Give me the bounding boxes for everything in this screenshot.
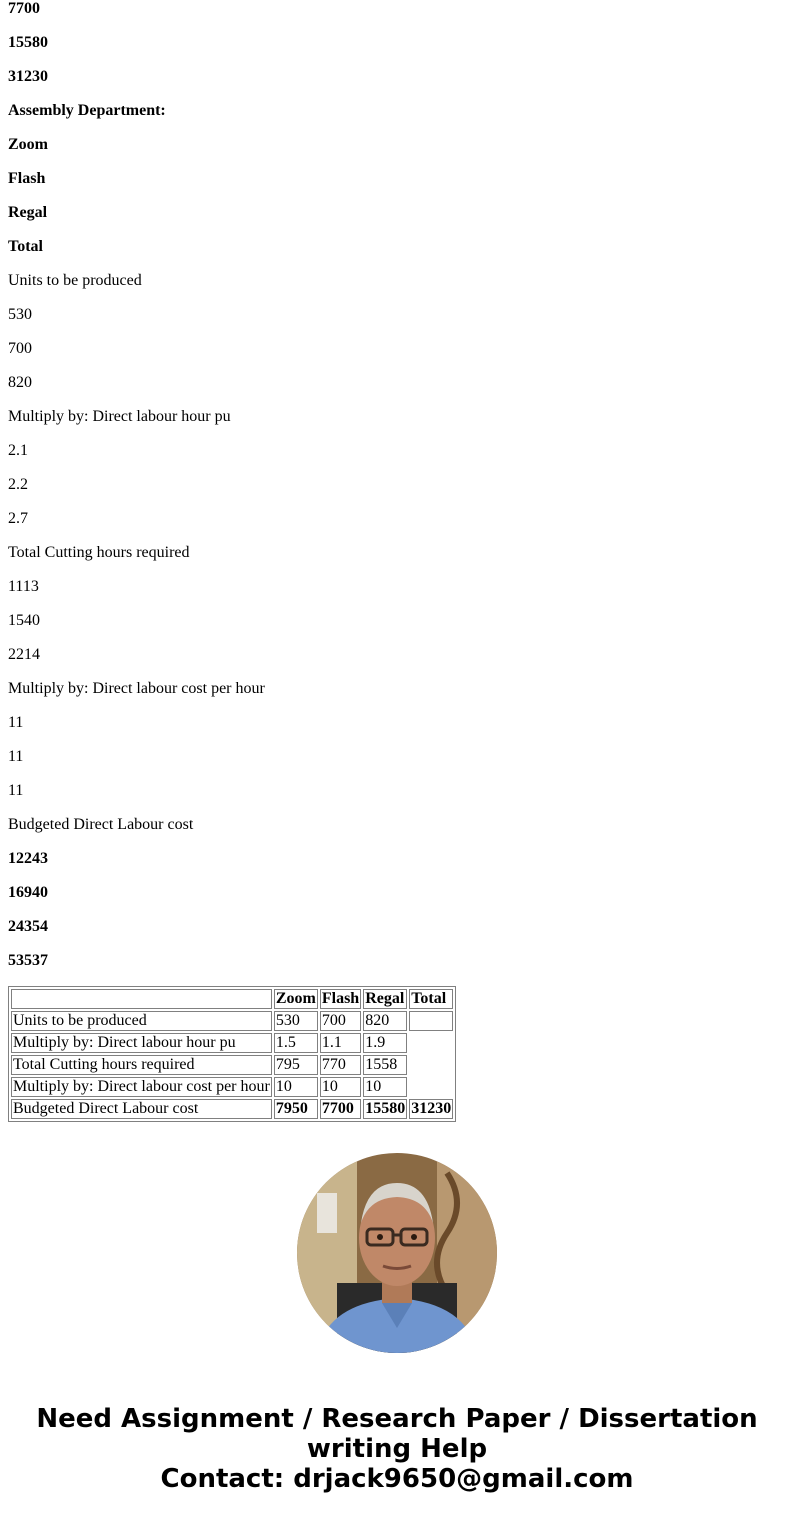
text-line: 24354 bbox=[8, 918, 48, 935]
text-line: Budgeted Direct Labour cost bbox=[8, 816, 194, 833]
text-line: Regal bbox=[8, 204, 48, 221]
author-avatar bbox=[297, 1153, 497, 1353]
avatar-portrait-image bbox=[297, 1153, 497, 1353]
text-line: 15580 bbox=[8, 34, 48, 51]
text-line: Units to be produced bbox=[8, 272, 142, 289]
cell-blank bbox=[409, 1055, 453, 1075]
footer-contact-line: Contact: drjack9650@gmail.com bbox=[160, 1464, 634, 1494]
text-line: Multiply by: Direct labour hour pu bbox=[8, 408, 231, 425]
table-row-total bbox=[11, 1099, 453, 1119]
table-row bbox=[11, 1033, 453, 1053]
cell-flash: 1.1 bbox=[320, 1033, 361, 1053]
text-line: 1540 bbox=[8, 612, 40, 629]
text-line: Zoom bbox=[8, 136, 48, 153]
cell-zoom: 7950 bbox=[274, 1099, 318, 1119]
text-line: 31230 bbox=[8, 68, 48, 85]
cell-total: 31230 bbox=[411, 1100, 452, 1117]
cell-blank bbox=[409, 1077, 453, 1097]
text-line: 1113 bbox=[8, 578, 39, 595]
cell-blank bbox=[409, 1033, 453, 1053]
text-line: 2.2 bbox=[8, 476, 28, 493]
text-line: 2.7 bbox=[8, 510, 28, 527]
text-line: 2214 bbox=[8, 646, 40, 663]
header-cell-flash: Flash bbox=[321, 990, 360, 1007]
text-line: 11 bbox=[8, 748, 24, 765]
budget-table bbox=[8, 986, 456, 1122]
row-label: Total Cutting hours required bbox=[11, 1055, 272, 1075]
footer-line-1: Need Assignment / Research Paper / Dissertation bbox=[36, 1404, 758, 1434]
table-row bbox=[11, 1055, 453, 1075]
text-line: Total bbox=[8, 238, 43, 255]
row-label: Units to be produced bbox=[11, 1011, 272, 1031]
cell-flash: 700 bbox=[320, 1011, 361, 1031]
text-line: 11 bbox=[8, 714, 24, 731]
cell-total-empty bbox=[409, 1011, 453, 1031]
header-cell-empty bbox=[11, 989, 272, 1009]
text-line: 11 bbox=[8, 782, 24, 799]
header-cell-total: Total bbox=[409, 989, 453, 1009]
cell-flash: 7700 bbox=[320, 1099, 361, 1119]
cell-regal: 820 bbox=[363, 1011, 407, 1031]
cell-regal: 1.9 bbox=[363, 1033, 407, 1053]
text-line: 820 bbox=[8, 374, 32, 391]
row-label: Multiply by: Direct labour cost per hour bbox=[13, 1078, 270, 1095]
budget-table-wrapper bbox=[8, 986, 786, 1122]
cell-regal: 10 bbox=[363, 1077, 407, 1097]
cell-zoom: 795 bbox=[274, 1055, 318, 1075]
text-line: 16940 bbox=[8, 884, 48, 901]
row-label: Multiply by: Direct labour hour pu bbox=[11, 1033, 272, 1053]
text-line: 7700 bbox=[8, 0, 40, 17]
cell-regal: 1558 bbox=[363, 1055, 407, 1075]
text-line: 12243 bbox=[8, 850, 48, 867]
section-heading-assembly: Assembly Department: bbox=[8, 102, 166, 119]
header-cell-zoom: Zoom bbox=[275, 990, 316, 1007]
text-line: 700 bbox=[8, 340, 32, 357]
text-line: Multiply by: Direct labour cost per hour bbox=[8, 680, 265, 697]
table-row bbox=[11, 1011, 453, 1031]
text-line: Flash bbox=[8, 170, 46, 187]
header-cell-regal: Regal bbox=[363, 989, 407, 1009]
cell-flash: 10 bbox=[320, 1077, 361, 1097]
text-line: Total Cutting hours required bbox=[8, 544, 190, 561]
table-header-row bbox=[11, 989, 453, 1009]
row-label: Budgeted Direct Labour cost bbox=[11, 1099, 272, 1119]
text-line: 53537 bbox=[8, 952, 48, 969]
table-row bbox=[11, 1077, 453, 1097]
footer-line-2: writing Help bbox=[306, 1434, 488, 1464]
text-line: 530 bbox=[8, 306, 32, 323]
cell-zoom: 530 bbox=[274, 1011, 318, 1031]
cell-zoom: 10 bbox=[274, 1077, 318, 1097]
document-body bbox=[8, 0, 786, 1122]
cell-flash: 770 bbox=[320, 1055, 361, 1075]
contact-footer bbox=[0, 1404, 794, 1494]
cell-regal: 15580 bbox=[365, 1100, 406, 1117]
cell-zoom: 1.5 bbox=[274, 1033, 318, 1053]
text-line: 2.1 bbox=[8, 442, 28, 459]
